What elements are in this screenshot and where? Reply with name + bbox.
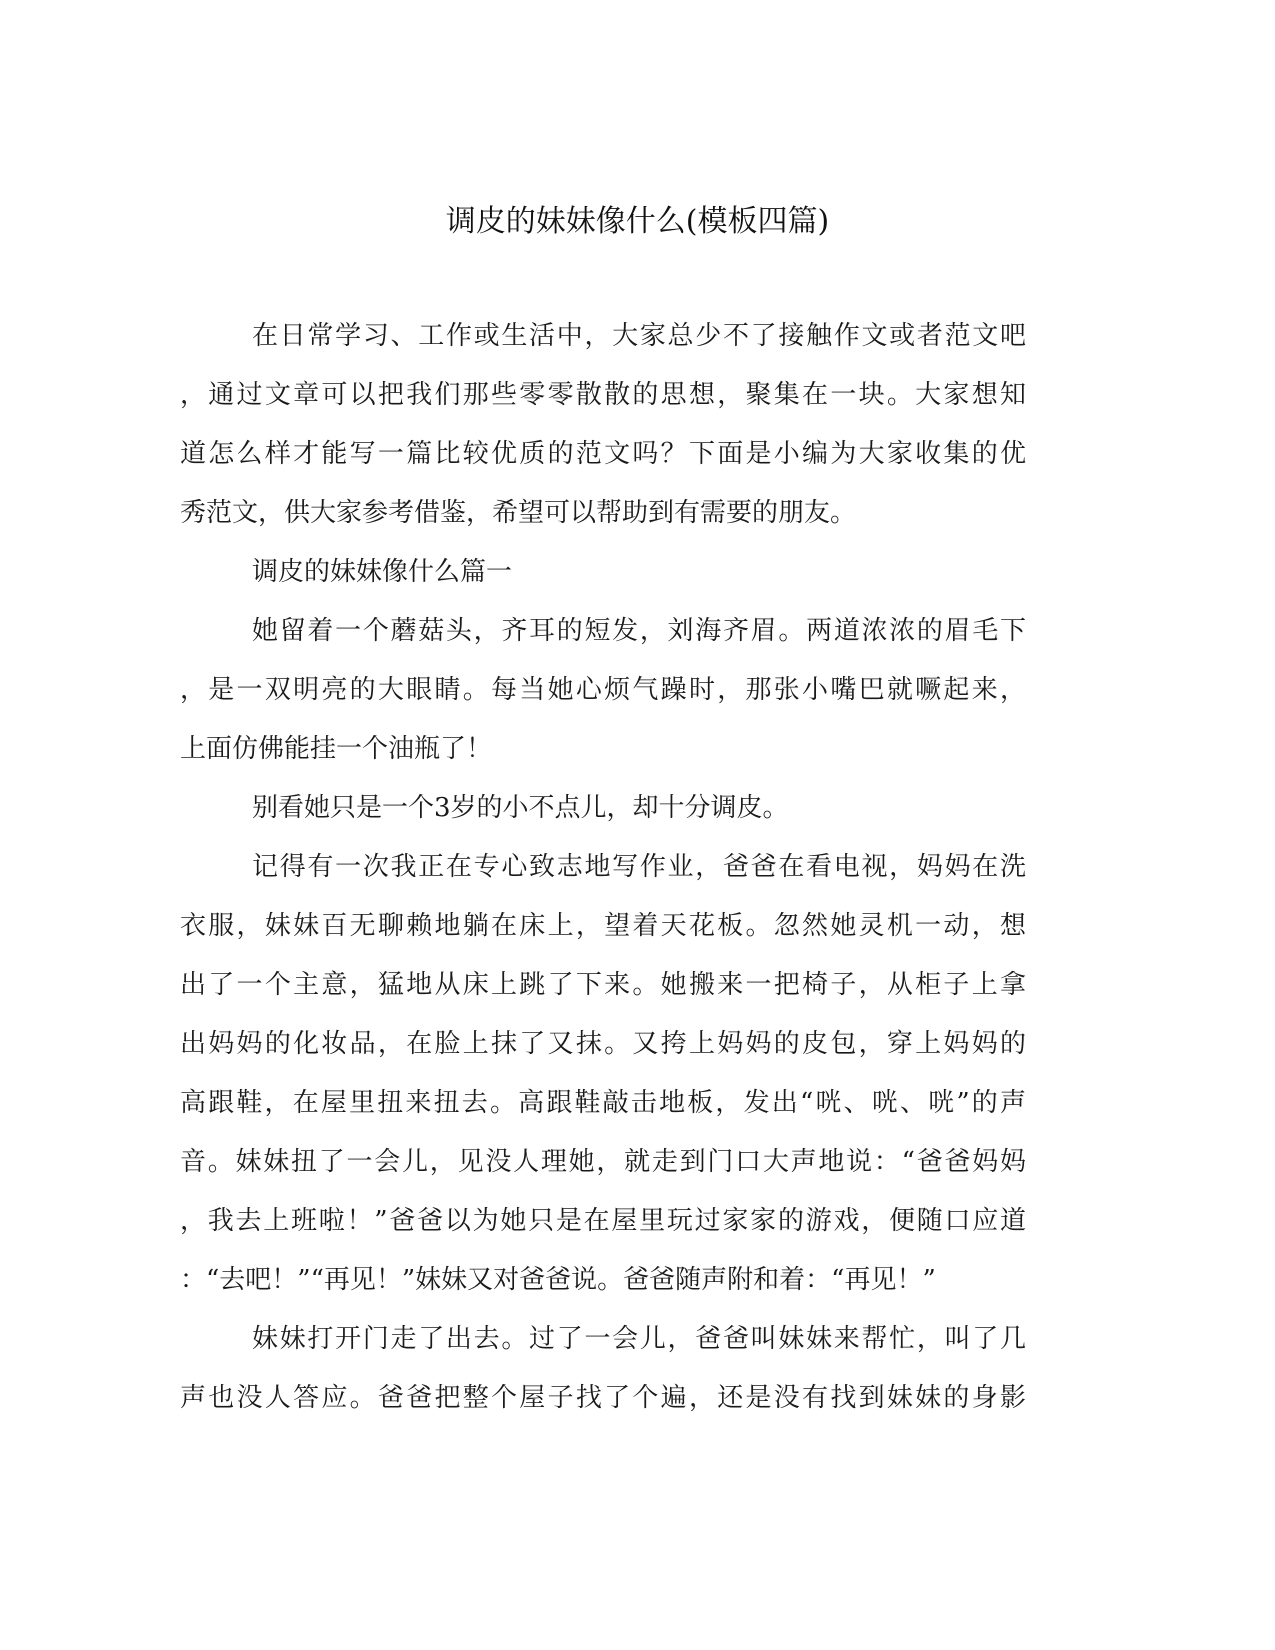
text-line: 衣服，妹妹百无聊赖地躺在床上，望着天花板。忽然她灵机一动，想 — [180, 911, 1026, 941]
paragraph — [180, 602, 1026, 779]
paragraph — [180, 1310, 1026, 1428]
text-line: ，我去上班啦！”爸爸以为她只是在屋里玩过家家的游戏，便随口应道 — [180, 1206, 1026, 1236]
text-line: ，是一双明亮的大眼睛。每当她心烦气躁时，那张小嘴巴就噘起来， — [180, 675, 1026, 705]
text-line: 上面仿佛能挂一个油瓶了！ — [180, 734, 493, 764]
paragraph — [180, 838, 1026, 1310]
paragraph — [180, 307, 1026, 543]
text-line: 别看她只是一个3岁的小不点儿，却十分调皮。 — [252, 793, 789, 823]
text-line: 声也没人答应。爸爸把整个屋子找了个遍，还是没有找到妹妹的身影 — [180, 1383, 1026, 1413]
text-line: 她留着一个蘑菇头，齐耳的短发，刘海齐眉。两道浓浓的眉毛下 — [252, 616, 1026, 646]
text-line: 高跟鞋，在屋里扭来扭去。高跟鞋敲击地板，发出“咣、咣、咣”的声 — [180, 1088, 1026, 1118]
text-line: 记得有一次我正在专心致志地写作业，爸爸在看电视，妈妈在洗 — [252, 852, 1026, 882]
text-line: 秀范文，供大家参考借鉴，希望可以帮助到有需要的朋友。 — [180, 498, 857, 528]
text-line: 音。妹妹扭了一会儿，见没人理她，就走到门口大声地说：“爸爸妈妈 — [180, 1147, 1026, 1177]
text-line: 调皮的妹妹像什么篇一 — [252, 557, 513, 587]
text-line: 在日常学习、工作或生活中，大家总少不了接触作文或者范文吧 — [252, 321, 1026, 351]
text-line: 道怎么样才能写一篇比较优质的范文吗？下面是小编为大家收集的优 — [180, 439, 1026, 469]
text-line: ，通过文章可以把我们那些零零散散的思想，聚集在一块。大家想知 — [180, 380, 1026, 410]
text-line: 出妈妈的化妆品，在脸上抹了又抹。又挎上妈妈的皮包，穿上妈妈的 — [180, 1029, 1026, 1059]
document-title: 调皮的妹妹像什么(模板四篇) — [445, 204, 830, 239]
text-line: 出了一个主意，猛地从床上跳了下来。她搬来一把椅子，从柜子上拿 — [180, 970, 1026, 1000]
paragraph — [180, 779, 1026, 838]
text-line: ：“去吧！”“再见！”妹妹又对爸爸说。爸爸随声附和着：“再见！” — [180, 1265, 936, 1295]
text-line: 妹妹打开门走了出去。过了一会儿，爸爸叫妹妹来帮忙，叫了几 — [252, 1324, 1026, 1354]
paragraph — [180, 543, 1026, 602]
document-body — [180, 307, 1026, 1428]
